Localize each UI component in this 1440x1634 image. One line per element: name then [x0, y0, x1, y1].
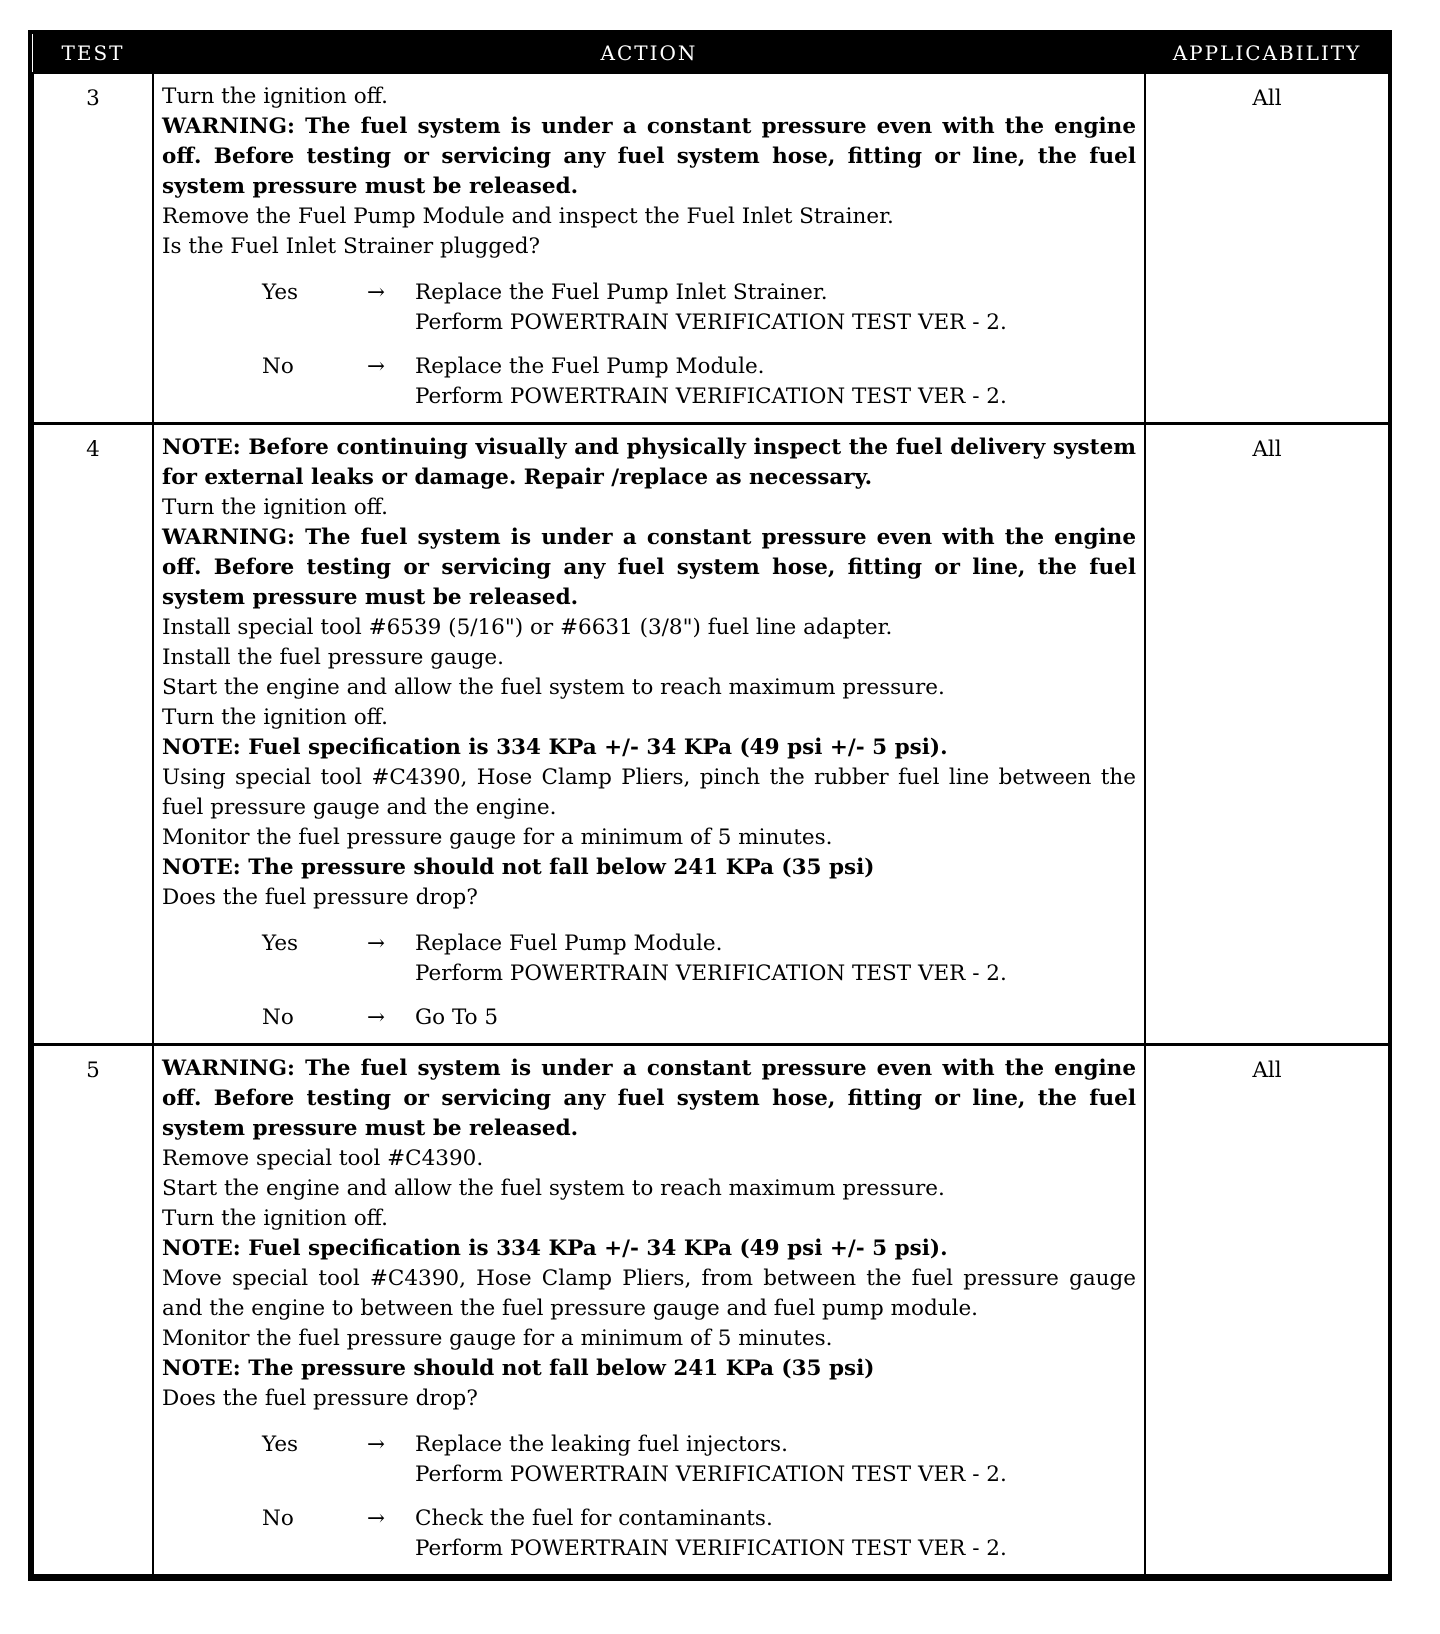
outcome-yes	[262, 929, 1136, 989]
action-step: Turn the ignition off.	[162, 495, 388, 520]
outcome-yes	[262, 1430, 1136, 1490]
action-cell	[153, 424, 1145, 1045]
action-step: Start the engine and allow the fuel system to reach maximum pressure.	[162, 1176, 945, 1201]
outcomes	[162, 278, 1136, 412]
outcome-result-line: Perform POWERTRAIN VERIFICATION TEST VER - 2.	[415, 1462, 1007, 1487]
action-step: Install the fuel pressure gauge.	[162, 645, 504, 670]
action-step: Remove special tool #C4390.	[162, 1146, 484, 1171]
header-action: ACTION	[153, 34, 1145, 73]
outcome-result	[415, 1504, 1136, 1564]
outcomes	[162, 929, 1136, 1033]
diagnostic-table	[32, 34, 1390, 1577]
table-row	[33, 73, 1389, 424]
action-warning-note: NOTE: The pressure should not fall below 241 KPa (35 psi)	[162, 1356, 875, 1381]
test-number: 4	[33, 424, 153, 1045]
outcomes	[162, 1430, 1136, 1564]
outcome-result-line: Replace the Fuel Pump Module.	[415, 354, 765, 379]
action-warning-note: WARNING: The fuel system is under a constant pressure even with the engine off. Before testing or servicing any fuel system hose, fitting or line, the fuel system pressure must be released.	[162, 1056, 1136, 1141]
applicability-value: All	[1145, 1045, 1389, 1576]
outcome-label: Yes	[262, 931, 299, 956]
outcome-yes	[262, 278, 1136, 338]
outcome-result-line: Perform POWERTRAIN VERIFICATION TEST VER - 2.	[415, 310, 1007, 335]
right-arrow-icon: →	[367, 1005, 386, 1030]
outcome-label: Yes	[262, 1432, 299, 1457]
action-warning-note: NOTE: The pressure should not fall below 241 KPa (35 psi)	[162, 855, 875, 880]
outcome-result-line: Replace Fuel Pump Module.	[415, 931, 723, 956]
header-test: TEST	[33, 34, 153, 73]
test-number: 3	[33, 73, 153, 424]
action-warning-note: NOTE: Before continuing visually and physically inspect the fuel delivery system for external leaks or damage. Repair /replace as necessary.	[162, 435, 1136, 490]
action-step: Move special tool #C4390, Hose Clamp Pliers, from between the fuel pressure gauge and the engine to between the fuel pressure gauge and fuel pump module.	[162, 1266, 1136, 1321]
table-body	[33, 73, 1389, 1576]
test-number: 5	[33, 1045, 153, 1576]
outcome-result	[415, 1430, 1136, 1490]
right-arrow-icon: →	[367, 1506, 386, 1531]
table-header-row	[33, 34, 1389, 73]
outcome-result-line: Replace the Fuel Pump Inlet Strainer.	[415, 280, 828, 305]
action-step: Monitor the fuel pressure gauge for a minimum of 5 minutes.	[162, 825, 833, 850]
table-row	[33, 424, 1389, 1045]
outcome-result-line: Replace the leaking fuel injectors.	[415, 1432, 788, 1457]
table-row	[33, 1045, 1389, 1576]
action-step: Does the fuel pressure drop?	[162, 885, 478, 910]
outcome-result-line: Perform POWERTRAIN VERIFICATION TEST VER - 2.	[415, 1536, 1007, 1561]
outcome-label: No	[262, 354, 294, 379]
action-step: Does the fuel pressure drop?	[162, 1386, 478, 1411]
outcome-result-line: Perform POWERTRAIN VERIFICATION TEST VER - 2.	[415, 384, 1007, 409]
outcome-label: No	[262, 1506, 294, 1531]
right-arrow-icon: →	[367, 280, 386, 305]
action-step: Turn the ignition off.	[162, 1206, 388, 1231]
outcome-no	[262, 1003, 1136, 1033]
outcome-result	[415, 278, 1136, 338]
diagnostic-table-frame	[28, 30, 1392, 1581]
action-step: Monitor the fuel pressure gauge for a minimum of 5 minutes.	[162, 1326, 833, 1351]
action-warning-note: WARNING: The fuel system is under a constant pressure even with the engine off. Before testing or servicing any fuel system hose, fitting or line, the fuel system pressure must be released.	[162, 525, 1136, 610]
action-warning-note: NOTE: Fuel specification is 334 KPa +/- 34 KPa (49 psi +/- 5 psi).	[162, 735, 948, 760]
outcome-label: No	[262, 1005, 294, 1030]
action-step: Remove the Fuel Pump Module and inspect the Fuel Inlet Strainer.	[162, 204, 894, 229]
right-arrow-icon: →	[367, 1432, 386, 1457]
action-step: Is the Fuel Inlet Strainer plugged?	[162, 234, 541, 259]
action-warning-note: NOTE: Fuel specification is 334 KPa +/- 34 KPa (49 psi +/- 5 psi).	[162, 1236, 948, 1261]
action-warning-note: WARNING: The fuel system is under a constant pressure even with the engine off. Before testing or servicing any fuel system hose, fitting or line, the fuel system pressure must be released.	[162, 114, 1136, 199]
outcome-no	[262, 352, 1136, 412]
action-step: Start the engine and allow the fuel system to reach maximum pressure.	[162, 675, 945, 700]
outcome-result	[415, 929, 1136, 989]
outcome-no	[262, 1504, 1136, 1564]
applicability-value: All	[1145, 424, 1389, 1045]
outcome-result-line: Perform POWERTRAIN VERIFICATION TEST VER - 2.	[415, 961, 1007, 986]
right-arrow-icon: →	[367, 354, 386, 379]
action-step: Turn the ignition off.	[162, 705, 388, 730]
applicability-value: All	[1145, 73, 1389, 424]
action-cell	[153, 73, 1145, 424]
header-applicability: APPLICABILITY	[1145, 34, 1389, 73]
outcome-result-line: Check the fuel for contaminants.	[415, 1506, 773, 1531]
action-step: Install special tool #6539 (5/16") or #6631 (3/8") fuel line adapter.	[162, 615, 893, 640]
action-step: Turn the ignition off.	[162, 84, 388, 109]
outcome-result	[415, 1003, 1136, 1033]
outcome-result	[415, 352, 1136, 412]
outcome-result-line: Go To 5	[415, 1005, 499, 1030]
action-cell	[153, 1045, 1145, 1576]
action-step: Using special tool #C4390, Hose Clamp Pliers, pinch the rubber fuel line between the fuel pressure gauge and the engine.	[162, 765, 1136, 820]
outcome-label: Yes	[262, 280, 299, 305]
right-arrow-icon: →	[367, 931, 386, 956]
